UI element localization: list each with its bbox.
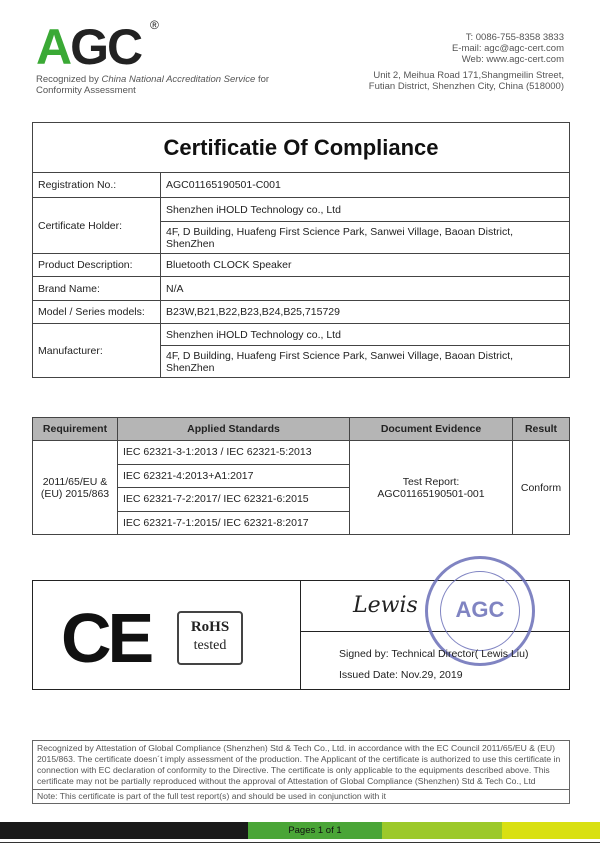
footer-bar-black — [0, 822, 248, 839]
page-indicator: Pages 1 of 1 — [248, 822, 382, 839]
signed-by: Signed by: Technical Director( Lewis Liu) — [339, 648, 529, 660]
divider — [300, 581, 301, 689]
footer-bar-lightgreen — [382, 822, 502, 839]
registered-mark: ® — [150, 18, 159, 32]
ce-mark: CE — [61, 599, 151, 677]
marks-signature-box — [32, 580, 570, 690]
contact-info: T: 0086-755-8358 3833 E-mail: agc@agc-cert.com Web: www.agc-cert.com — [451, 32, 564, 65]
address: Unit 2, Meihua Road 171,Shangmeilin Street, Futian District, Shenzhen City, China (518000) — [368, 70, 564, 92]
certificate-details: Certificatie Of Compliance Registration No.: AGC01165190501-C001 Certificate Holder: Shenzhen iHOLD Technology co., Ltd 4F, D Building, Huafeng First Science Park, Sanwei Village, Baoan District, ShenZhen Product Description: Bluetooth CLOCK Speaker Brand Name: N/A Model / Series models: B23W,B21,B22,B23,B24,B25,715729 Manufacturer: Shenzhen iHOLD Technology co., Ltd 4F, D Building, Huafeng First Science Park, Sanwei Village, Baoan District, ShenZhen — [32, 122, 570, 378]
standards-table: Requirement Applied Standards Document Evidence Result 2011/65/EU & (EU) 2015/863 IEC 62321-3-1:2013 / IEC 62321-5:2013 Test Report: AGC01165190501-001 Conform IEC 62321-4:2013+A1:2017 IEC 62321-7-2:2017/ IEC 62321-6:2015 IEC 62321-7-1:2015/ IEC 62321-8:2017 — [32, 417, 570, 535]
footer-bar-yellow — [502, 822, 600, 839]
bottom-line — [0, 842, 600, 843]
issued-date: Issued Date: Nov.29, 2019 — [339, 669, 463, 681]
signature: Lewis — [353, 593, 418, 618]
rohs-tested-badge: RoHS tested — [177, 611, 243, 665]
accreditation-text: Recognized by China National Accreditation Service for Conformity Assessment — [36, 74, 270, 96]
footer-disclaimer: Recognized by Attestation of Global Compliance (Shenzhen) Std & Tech Co., Ltd. in accordance with the EC Council 2011/65/EU & (EU) 2015/863. The certificate doesn´t imply assessment of the production. The Applicant of the certificate is authorized to use this certificate in connection with EC declaration of conformity to the Directive. The certificate is only applicable to the equipments described above. This certificate may not be partially reproduced without the approval of Attestation of Global Compliance (Shenzhen) Std & Tech Co., Ltd Note: This certificate is part of the full test report(s) and should be used in conjunction with it — [32, 740, 570, 804]
certificate-title: Certificatie Of Compliance — [33, 123, 570, 173]
company-stamp: AGC — [425, 556, 535, 666]
agc-logo: AGC — [36, 19, 142, 75]
document-evidence: Test Report: AGC01165190501-001 — [350, 441, 513, 535]
